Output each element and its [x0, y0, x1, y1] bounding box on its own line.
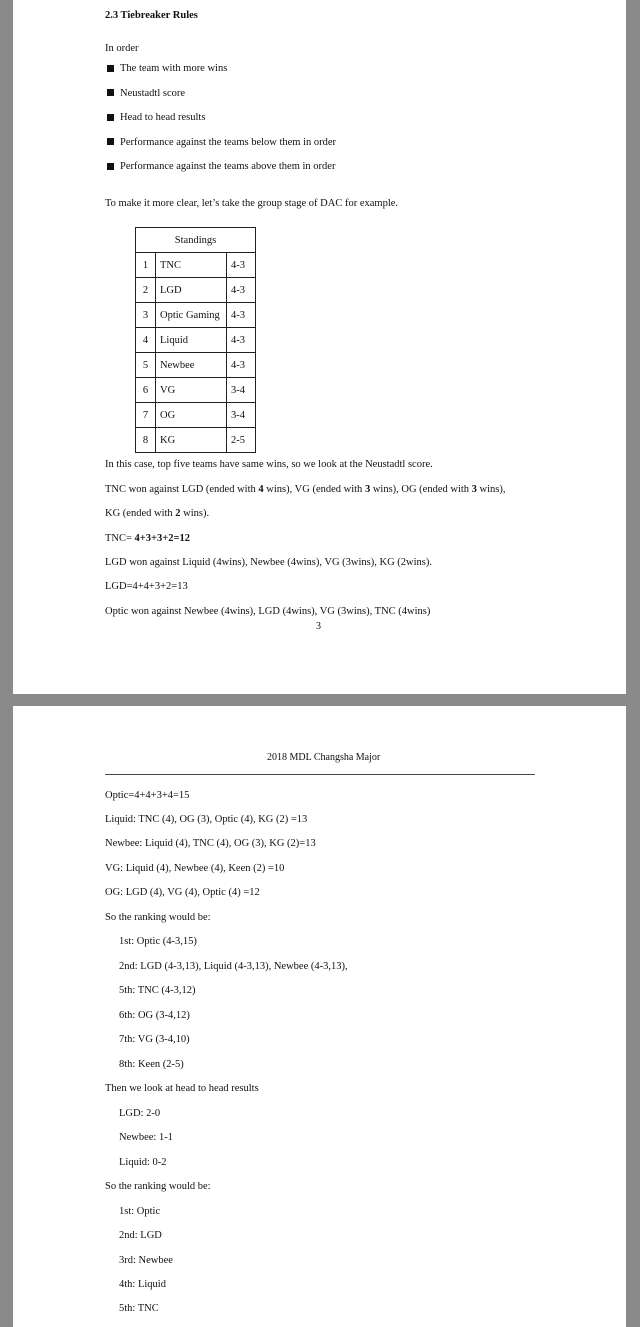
tnc-score: TNC= 4+3+3+2=12: [105, 533, 190, 544]
text-line: VG: Liquid (4), Newbee (4), Keen (2) =10: [105, 863, 285, 874]
lgd-paragraph: LGD won against Liquid (4wins), Newbee (4wins), VG (3wins), KG (2wins).: [105, 557, 433, 568]
rank-cell: 8: [136, 428, 156, 453]
tnc-paragraph-cont: KG (ended with 2 wins).: [105, 508, 210, 519]
record-cell: 3-4: [227, 403, 256, 428]
record-cell: 2-5: [227, 428, 256, 453]
rank-cell: 5: [136, 353, 156, 378]
team-cell: Optic Gaming: [156, 303, 227, 328]
table-row: [136, 428, 256, 453]
ranking2-item: 5th: TNC: [119, 1303, 159, 1314]
h2h-item: Liquid: 0-2: [119, 1157, 167, 1168]
example-intro: To make it more clear, let’s take the group stage of DAC for example.: [105, 198, 399, 209]
ranking-item: 6th: OG (3-4,12): [119, 1010, 190, 1021]
rank-cell: 7: [136, 403, 156, 428]
ranking-item: 1st: Optic (4-3,15): [119, 936, 197, 947]
text-line: Liquid: TNC (4), OG (3), Optic (4), KG (2) =13: [105, 814, 308, 825]
record-cell: 3-4: [227, 378, 256, 403]
table-row: [136, 353, 256, 378]
h2h-item: Newbee: 1-1: [119, 1132, 173, 1143]
bullet-item: Head to head results: [120, 112, 206, 123]
table-row: [136, 378, 256, 403]
table-row: [136, 303, 256, 328]
section-heading: 2.3 Tiebreaker Rules: [105, 10, 198, 21]
lgd-score: LGD=4+4+3+2=13: [105, 581, 188, 592]
document-page-1: [13, 0, 626, 694]
bullet-icon: [107, 163, 114, 170]
bullet-item: Performance against the teams below them in order: [120, 137, 337, 148]
h2h-intro: Then we look at head to head results: [105, 1083, 259, 1094]
record-cell: 4-3: [227, 278, 256, 303]
text-line: Newbee: Liquid (4), TNC (4), OG (3), KG (2)=13: [105, 838, 316, 849]
ranking2-item: 1st: Optic: [119, 1206, 161, 1217]
bullet-icon: [107, 89, 114, 96]
bullet-item: Neustadtl score: [120, 88, 186, 99]
bullet-icon: [107, 114, 114, 121]
team-cell: Liquid: [156, 328, 227, 353]
document-page-2: [13, 706, 626, 1327]
rank-cell: 4: [136, 328, 156, 353]
rank-cell: 1: [136, 253, 156, 278]
ranking2-intro: So the ranking would be:: [105, 1181, 211, 1192]
bullet-item: The team with more wins: [120, 63, 228, 74]
record-cell: 4-3: [227, 253, 256, 278]
team-cell: Newbee: [156, 353, 227, 378]
rank-cell: 6: [136, 378, 156, 403]
case-paragraph: In this case, top five teams have same wins, so we look at the Neustadtl score.: [105, 459, 433, 470]
ranking-item: 5th: TNC (4-3,12): [119, 985, 196, 996]
table-row: [136, 328, 256, 353]
ranking2-item: 3rd: Newbee: [119, 1255, 173, 1266]
ranking-item: 8th: Keen (2-5): [119, 1059, 184, 1070]
ranking2-item: 2nd: LGD: [119, 1230, 162, 1241]
rank-cell: 2: [136, 278, 156, 303]
order-intro: In order: [105, 43, 139, 54]
h2h-item: LGD: 2-0: [119, 1108, 161, 1119]
optic-paragraph: Optic won against Newbee (4wins), LGD (4wins), VG (3wins), TNC (4wins): [105, 606, 431, 617]
text-line: OG: LGD (4), VG (4), Optic (4) =12: [105, 887, 260, 898]
record-cell: 4-3: [227, 328, 256, 353]
record-cell: 4-3: [227, 303, 256, 328]
team-cell: VG: [156, 378, 227, 403]
table-row: [136, 253, 256, 278]
ranking-item: 7th: VG (3-4,10): [119, 1034, 190, 1045]
bullet-icon: [107, 138, 114, 145]
ranking-item: 2nd: LGD (4-3,13), Liquid (4-3,13), Newbee (4-3,13),: [119, 961, 348, 972]
bullet-item: Performance against the teams above them in order: [120, 161, 336, 172]
tnc-paragraph: TNC won against LGD (ended with 4 wins), VG (ended with 3 wins), OG (ended with 3 wins),: [105, 484, 506, 495]
record-cell: 4-3: [227, 353, 256, 378]
standings-table: [135, 227, 256, 453]
team-cell: LGD: [156, 278, 227, 303]
team-cell: KG: [156, 428, 227, 453]
team-cell: TNC: [156, 253, 227, 278]
table-title: Standings: [136, 228, 256, 253]
table-row: [136, 278, 256, 303]
table-header-row: [136, 228, 256, 253]
team-cell: OG: [156, 403, 227, 428]
rank-cell: 3: [136, 303, 156, 328]
ranking2-item: 4th: Liquid: [119, 1279, 166, 1290]
text-line: So the ranking would be:: [105, 912, 211, 923]
text-line: Optic=4+4+3+4=15: [105, 790, 190, 801]
bullet-icon: [107, 65, 114, 72]
table-row: [136, 403, 256, 428]
header-divider: [105, 774, 535, 775]
page-number: 3: [316, 621, 321, 632]
running-header: 2018 MDL Changsha Major: [267, 752, 381, 763]
